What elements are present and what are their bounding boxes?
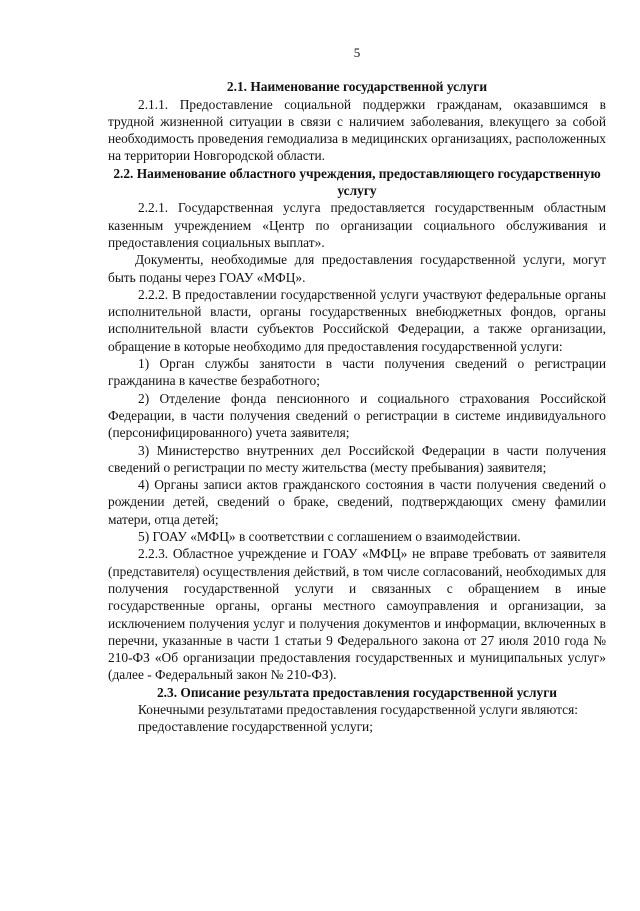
heading-2-3: 2.3. Описание результата предоставления государственной услуги	[156, 684, 558, 700]
heading-2-2: 2.2. Наименование областного учреждения, предоставляющего государственную услугу	[113, 165, 601, 199]
list-item-5: 5) ГОАУ «МФЦ» в соответствии с соглашением о взаимодействии.	[138, 529, 521, 545]
page-number: 5	[353, 45, 361, 60]
paragraph-2-1-1: 2.1.1. Предоставление социальной поддержки гражданам, оказавшимся в трудной жизненной ситуации в связи с наличием заболевания, влекущего за собой необходимость проведения гемодиализа в медицинских организациях, расположенных на территории Новгородской области.	[108, 96, 606, 164]
paragraph-2-2-1: 2.2.1. Государственная услуга предоставляется государственным областным казенным учреждением «Центр по организации социального обслуживания и предоставления социальных выплат».	[108, 200, 606, 250]
paragraph-result-item: предоставление государственной услуги;	[138, 719, 373, 735]
list-item-3: 3) Министерство внутренних дел Российской Федерации в части получения сведений о регистрации по месту жительства (месту пребывания) заявителя;	[108, 442, 606, 475]
list-item-4: 4) Органы записи актов гражданского состояния в части получения сведений о рождении детей, сведений о браке, сведений, подтверждающих смену фамилии матери, отца детей;	[108, 477, 606, 527]
paragraph-documents-mfc: Документы, необходимые для предоставления государственной услуги, могут быть поданы через ГОАУ «МФЦ».	[108, 252, 606, 285]
paragraph-2-2-3: 2.2.3. Областное учреждение и ГОАУ «МФЦ» не вправе требовать от заявителя (представителя) осуществления действий, в том числе согласований, необходимых для получения государственной услуги и связанных с обращением в иные государственные органы, органы местного самоуправления и организации, за исключением получения услуг и получения документов и информации, включенных в перечни, указанные в части 1 статьи 9 Федерального закона от 27 июля 2010 года № 210-ФЗ «Об организации предоставления государственных и муниципальных услуг» (далее - Федеральный закон № 210-ФЗ).	[108, 546, 606, 683]
paragraph-results: Конечными результатами предоставления государственной услуги являются:	[138, 701, 578, 717]
list-item-1: 1) Орган службы занятости в части получения сведений о регистрации гражданина в качестве безработного;	[108, 356, 606, 389]
paragraph-2-2-2: 2.2.2. В предоставлении государственной услуги участвуют федеральные органы исполнительной власти, органы государственных внебюджетных фондов, органы исполнительной власти субъектов Российской Федерации, а также организации, обращение в которые необходимо для предоставления государственной услуги:	[108, 286, 606, 354]
list-item-2: 2) Отделение фонда пенсионного и социального страхования Российской Федерации, в части получения сведений о регистрации в системе индивидуального (персонифицированного) учета заявителя;	[108, 390, 606, 441]
heading-2-1: 2.1. Наименование государственной услуги	[226, 79, 488, 95]
